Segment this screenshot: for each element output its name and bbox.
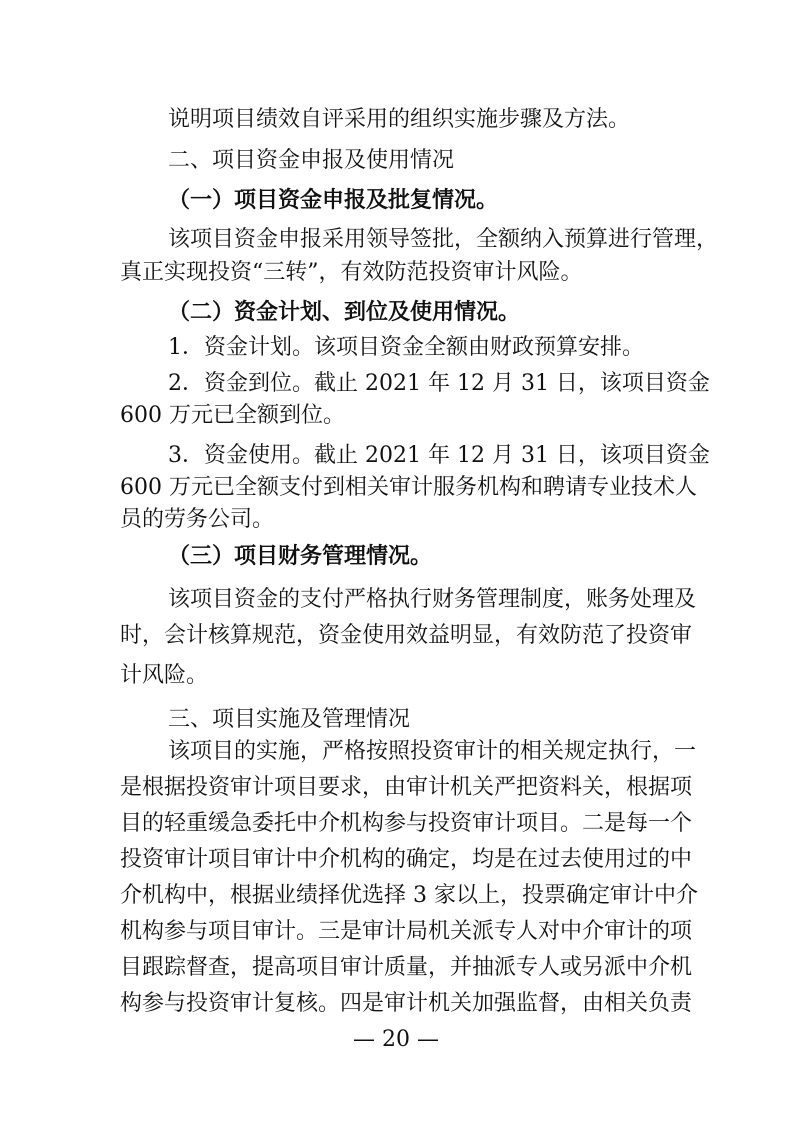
section-heading-3: 三、项目实施及管理情况 (168, 707, 411, 732)
para-2-line-2: 真正实现投资“三转”，有效防范投资审计风险。 (120, 260, 583, 285)
subsection-heading-2-3: （三）项目财务管理情况。 (168, 543, 433, 569)
para-4-line-4: 投资审计项目审计中介机构的确定，均是在过去使用过的中 (120, 847, 693, 872)
item-1: 1．资金计划。该项目资金全额由财政预算安排。 (168, 335, 644, 360)
item-3-line-1: 3．资金使用。截止 2021 年 12 月 31 日，该项目资金 (168, 443, 710, 468)
subsection-heading-2-1: （一）项目资金申报及批复情况。 (168, 187, 499, 213)
para-4-line-2: 是根据投资审计项目要求，由审计机关严把资料关，根据项 (120, 775, 693, 800)
para-4-line-5: 介机构中，根据业绩择优选择 3 家以上，投票确定审计中介 (120, 883, 698, 908)
para-1-line-1: 说明项目绩效自评采用的组织实施步骤及方法。 (168, 107, 631, 132)
item-3-line-3: 员的劳务公司。 (120, 507, 275, 532)
section-heading-2: 二、项目资金申报及使用情况 (168, 148, 455, 173)
para-3-line-2: 时，会计核算规范，资金使用效益明显，有效防范了投资审 (120, 623, 693, 648)
item-2-line-1: 2．资金到位。截止 2021 年 12 月 31 日，该项目资金 (168, 371, 710, 396)
para-4-line-1: 该项目的实施，严格按照投资审计的相关规定执行，一 (168, 739, 697, 764)
para-4-line-3: 目的轻重缓急委托中介机构参与投资审计项目。二是每一个 (120, 811, 693, 836)
para-4-line-8: 构参与投资审计复核。四是审计机关加强监督，由相关负责 (120, 991, 693, 1016)
subsection-heading-2-2: （二）资金计划、到位及使用情况。 (168, 299, 521, 325)
page-number: — 20 — (353, 1027, 439, 1052)
item-2-line-2: 600 万元已全额到位。 (120, 403, 345, 428)
para-4-line-7: 目跟踪督查，提高项目审计质量，并抽派专人或另派中介机 (120, 955, 693, 980)
para-3-line-3: 计风险。 (120, 663, 209, 688)
para-2-line-1: 该项目资金申报采用领导签批，全额纳入预算进行管理， (168, 227, 719, 252)
para-3-line-1: 该项目资金的支付严格执行财务管理制度，账务处理及 (168, 587, 697, 612)
item-3-line-2: 600 万元已全额支付到相关审计服务机构和聘请专业技术人 (120, 475, 697, 500)
para-4-line-6: 机构参与项目审计。三是审计局机关派专人对中介审计的项 (120, 919, 693, 944)
